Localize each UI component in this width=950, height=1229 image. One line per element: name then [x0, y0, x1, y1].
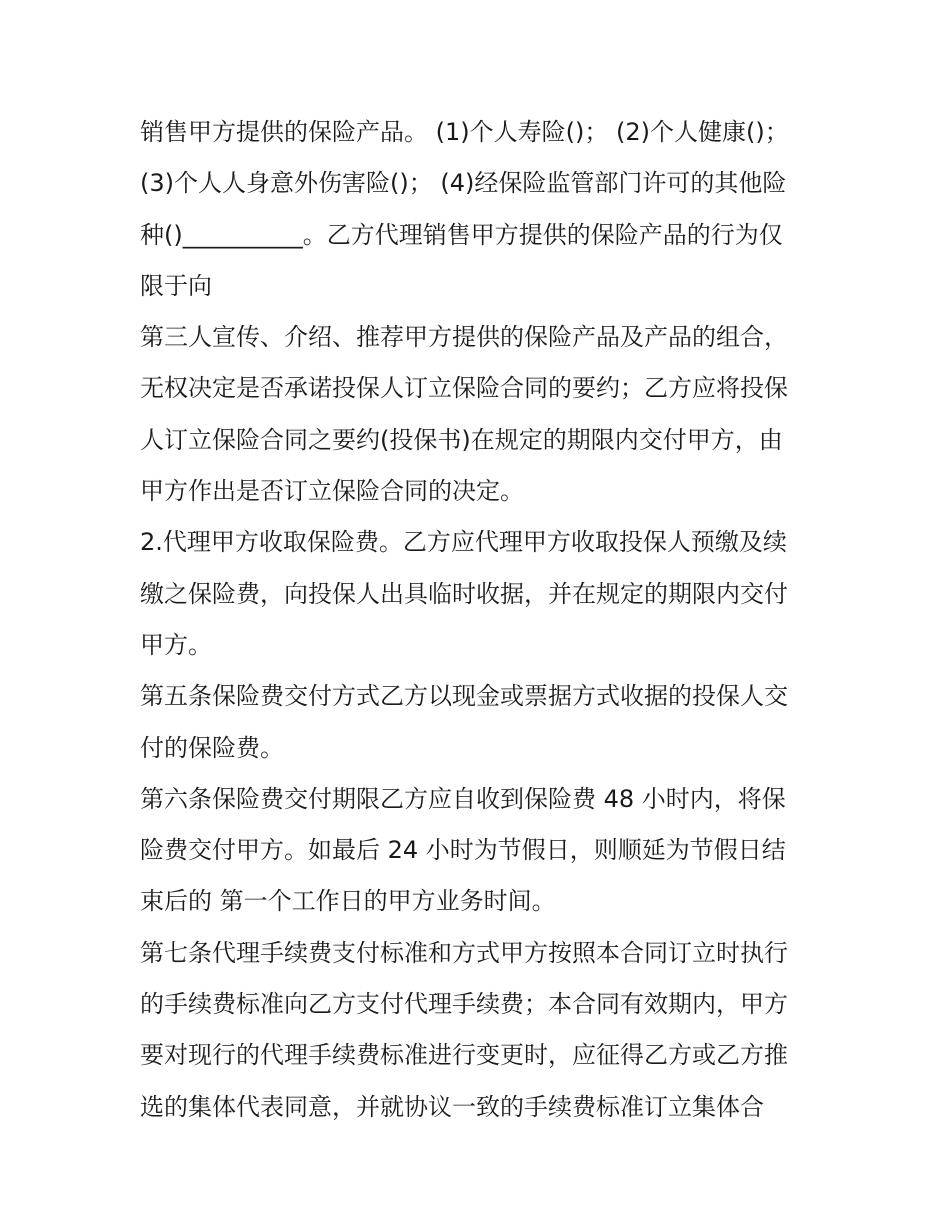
- text-line: 2.代理甲方收取保险费。乙方应代理甲方收取投保人预缴及续: [140, 528, 787, 557]
- text-line: 销售甲方提供的保险产品。 (1)个人寿险()； (2)个人健康()；: [140, 118, 789, 146]
- contract-body-text: [140, 107, 820, 1133]
- text-line: 人订立保险合同之要约(投保书)在规定的期限内交付甲方，由: [140, 425, 783, 454]
- text-line: 缴之保险费，向投保人出具临时收据，并在规定的期限内交付: [140, 579, 788, 608]
- text-line: 甲方作出是否订立保险合同的决定。: [140, 477, 524, 506]
- text-line: (3)个人人身意外伤害险()； (4)经保险监管部门许可的其他险: [140, 169, 787, 198]
- text-line: 的手续费标准向乙方支付代理手续费；本合同有效期内，甲方: [140, 990, 788, 1019]
- text-line: 限于向: [140, 271, 212, 300]
- text-line: 无权决定是否承诺投保人订立保险合同的要约；乙方应将投保: [140, 374, 788, 403]
- text-line: 束后的 第一个工作日的甲方业务时间。: [140, 887, 556, 916]
- text-line: 选的集体代表同意，并就协议一致的手续费标准订立集体合: [140, 1092, 764, 1121]
- text-line: 甲方。: [140, 630, 212, 659]
- text-line: 第七条代理手续费支付标准和方式甲方按照本合同订立时执行: [140, 938, 788, 967]
- text-line: 第六条保险费交付期限乙方应自收到保险费 48 小时内，将保: [140, 784, 786, 813]
- text-line: 第三人宣传、介绍、推荐甲方提供的保险产品及产品的组合，: [140, 323, 788, 352]
- text-line: 险费交付甲方。如最后 24 小时为节假日，则顺延为节假日结: [140, 836, 786, 865]
- text-line: 付的保险费。: [140, 733, 284, 762]
- text-line: 第五条保险费交付方式乙方以现金或票据方式收据的投保人交: [140, 682, 788, 711]
- text-line: 要对现行的代理手续费标准进行变更时，应征得乙方或乙方推: [140, 1041, 788, 1070]
- text-line: 种()__________。乙方代理销售甲方提供的保险产品的行为仅: [140, 220, 783, 249]
